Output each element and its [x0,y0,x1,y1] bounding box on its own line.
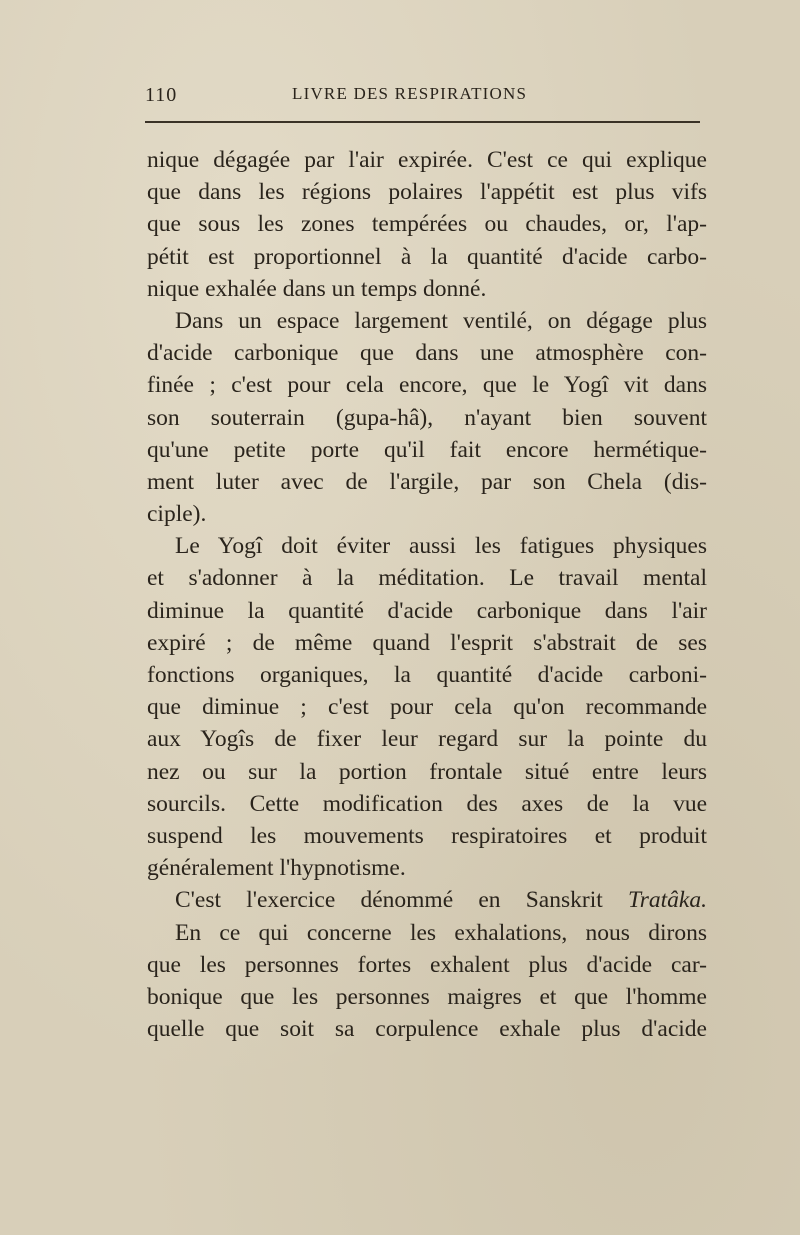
running-title: LIVRE DES RESPIRATIONS [292,84,528,103]
italic-term: Tratâka. [627,887,707,914]
text-line-content: que diminue ; c'est pour cela qu'on recommande [147,694,707,721]
text-line-content: finée ; c'est pour cela encore, que le Yogî vit dans [147,372,707,399]
text-line [147,1013,707,1045]
text-line-content: nez ou sur la portion frontale situé entre leurs [147,758,707,785]
text-line-content: nique dégagée par l'air expirée. C'est ce qui explique [147,147,707,173]
text-line [147,466,707,498]
text-line [147,595,707,627]
text-line [147,723,707,755]
text-line-content: aux Yogîs de fixer leur regard sur la pointe du [147,726,707,753]
text-line-content: ciple). [147,501,207,528]
text-line-content: nique exhalée dans un temps donné. [147,275,487,302]
text-line-content: d'acide carbonique que dans une atmosphère con- [147,340,707,367]
text-line-content: Le Yogî doit éviter aussi les fatigues physiques [175,533,707,560]
text-line-content: En ce qui concerne les exhalations, nous dirons [175,919,707,946]
text-line-content: qu'une petite porte qu'il fait encore hermétique- [147,436,707,463]
text-line-content: pétit est proportionnel à la quantité d'acide carbo- [147,243,707,270]
text-line-content: sourcils. Cette modification des axes de la vue [147,790,707,817]
text-line [147,852,707,884]
page-header [145,84,705,114]
body-text [147,144,707,1045]
text-line [147,820,707,852]
text-line [147,530,707,562]
text-line-content: généralement l'hypnotisme. [147,855,406,882]
text-line-content: diminue la quantité d'acide carbonique dans l'air [147,597,707,624]
text-line [147,144,707,176]
text-line [147,337,707,369]
text-line-content: et s'adonner à la méditation. Le travail mental [147,565,707,592]
text-line [147,691,707,723]
text-line [147,659,707,691]
text-line [147,562,707,594]
text-line [147,627,707,659]
text-line [147,434,707,466]
text-line-content: quelle que soit sa corpulence exhale plus d'acide [147,1016,707,1043]
text-line [147,176,707,208]
text-line-content: ment luter avec de l'argile, par son Chela (dis- [147,468,707,495]
text-line [147,756,707,788]
text-line-content: fonctions organiques, la quantité d'acide carboni- [147,662,707,688]
text-line-content: son souterrain (gupa-hâ), n'ayant bien souvent [147,404,707,431]
text-line [147,949,707,981]
text-line-content: bonique que les personnes maigres et que l'homme [147,983,707,1010]
header-rule [145,121,700,123]
text-line [147,917,707,949]
text-line-content: suspend les mouvements respiratoires et produit [147,822,707,849]
text-line-content: expiré ; de même quand l'esprit s'abstrait de ses [147,629,707,656]
text-line [147,402,707,434]
text-line-content: que sous les zones tempérées ou chaudes, or, l'ap- [147,211,707,238]
text-line-content: que dans les régions polaires l'appétit est plus vifs [147,179,707,206]
text-line [147,241,707,273]
text-line [147,788,707,820]
text-line [147,273,707,305]
text-line [147,305,707,337]
text-line-content: C'est l'exercice dénommé en Sanskrit [175,887,628,914]
text-line [147,981,707,1013]
page-number: 110 [145,84,178,106]
text-line [147,208,707,240]
text-line-content: Dans un espace largement ventilé, on dégage plus [175,307,707,334]
text-line [147,498,707,530]
text-line-content: que les personnes fortes exhalent plus d'acide car- [147,951,707,978]
text-line [147,369,707,401]
text-line [147,884,707,916]
